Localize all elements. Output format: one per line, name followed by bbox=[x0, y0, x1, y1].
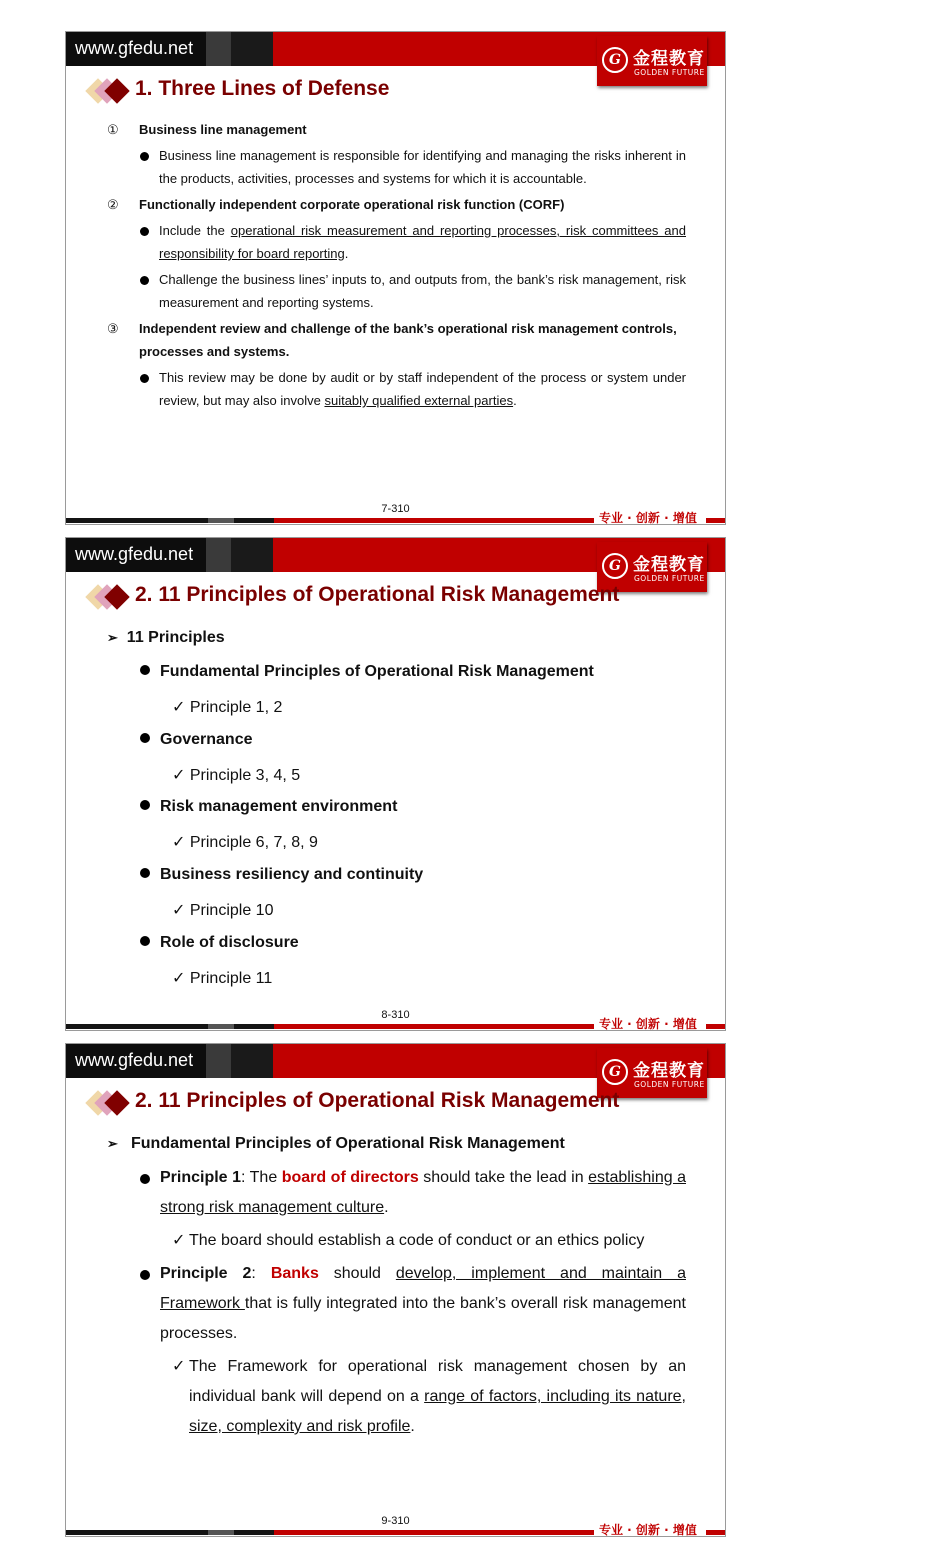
list-item: ✓ Principle 6, 7, 8, 9 bbox=[172, 834, 318, 851]
slide-content bbox=[66, 1129, 725, 1442]
list-item: Business resiliency and continuity bbox=[140, 866, 423, 884]
check-icon: ✓ bbox=[172, 767, 186, 784]
site-url: www.gfedu.net bbox=[75, 544, 194, 564]
slide-title: 2. 11 Principles of Operational Risk Management bbox=[135, 583, 620, 606]
check-icon: ✓ bbox=[172, 902, 186, 919]
check-icon: ✓ bbox=[172, 1232, 186, 1249]
golden-future-logo: G 金程教育 GOLDEN FUTURE bbox=[597, 36, 707, 86]
site-url: www.gfedu.net bbox=[75, 38, 194, 58]
slide-title-row bbox=[84, 74, 644, 108]
list-item: ✓ Principle 10 bbox=[172, 902, 274, 919]
slide-2 bbox=[65, 537, 726, 1031]
golden-future-logo: G 金程教育 GOLDEN FUTURE bbox=[597, 1048, 707, 1098]
logo-mark-icon: G bbox=[602, 553, 628, 579]
list-item: Business line management is responsible for identifying and managing the risks inherent in the products, activities, processes and systems for which it is accountable. bbox=[66, 144, 725, 190]
list-item: Include the operational risk measurement and reporting processes, risk committees and responsibility for board reporting. bbox=[66, 219, 725, 265]
list-item: ✓ The board should establish a code of conduct or an ethics policy bbox=[66, 1226, 725, 1256]
slide-footer bbox=[66, 1010, 725, 1030]
list-heading: ② Functionally independent corporate operational risk function (CORF) bbox=[107, 197, 565, 212]
slide-title-row bbox=[84, 1086, 644, 1120]
list-item: ✓ Principle 11 bbox=[172, 970, 273, 987]
check-icon: ✓ bbox=[172, 1358, 186, 1375]
list-heading: ① Business line management bbox=[107, 122, 307, 137]
slide-title-row bbox=[84, 580, 644, 614]
list-item: ✓ The Framework for operational risk management chosen by an individual bank will depend on a range of factors, including its nature, size, complexity and risk profile. bbox=[66, 1352, 725, 1442]
list-item: Role of disclosure bbox=[140, 934, 299, 952]
list-item: Principle 2: Banks should develop, implement and maintain a Framework that is fully integrated into the bank’s overall risk management processes. bbox=[66, 1259, 725, 1349]
arrow-icon: ➢ bbox=[107, 1136, 118, 1151]
list-item: Governance bbox=[140, 731, 252, 749]
list-item: Principle 1: The board of directors should take the lead in establishing a strong risk management culture. bbox=[66, 1163, 725, 1223]
page-number: 9-310 bbox=[381, 1515, 410, 1527]
slogan: 专业 · 创新 · 增值 bbox=[599, 1523, 697, 1537]
list-item: ✓ Principle 1, 2 bbox=[172, 699, 283, 716]
list-heading: ➢ Fundamental Principles of Operational Risk Management bbox=[66, 1129, 725, 1159]
golden-future-logo: G 金程教育 GOLDEN FUTURE bbox=[597, 542, 707, 592]
slide-footer bbox=[66, 504, 725, 524]
check-icon: ✓ bbox=[172, 970, 186, 987]
list-heading: ③ Independent review and challenge of the bank’s operational risk management controls, processes and systems. bbox=[107, 321, 677, 359]
logo-mark-icon: G bbox=[602, 47, 628, 73]
slide-title: 2. 11 Principles of Operational Risk Management bbox=[135, 1089, 620, 1112]
logo-mark-icon: G bbox=[602, 1059, 628, 1085]
slide-1 bbox=[65, 31, 726, 525]
slide-content bbox=[66, 118, 725, 412]
slogan: 专业 · 创新 · 增值 bbox=[599, 511, 697, 525]
page-number: 8-310 bbox=[381, 1009, 410, 1021]
list-item: This review may be done by audit or by staff independent of the process or system under review, but may also involve suitably qualified external parties. bbox=[66, 366, 725, 412]
list-heading: ➢ 11 Principles bbox=[107, 629, 225, 646]
check-icon: ✓ bbox=[172, 834, 186, 851]
page-number: 7-310 bbox=[381, 503, 410, 515]
list-item: ✓ Principle 3, 4, 5 bbox=[172, 767, 301, 784]
slogan: 专业 · 创新 · 增值 bbox=[599, 1017, 697, 1031]
list-item: Challenge the business lines’ inputs to, and outputs from, the bank’s risk management, risk measurement and reporting systems. bbox=[66, 268, 725, 314]
site-url: www.gfedu.net bbox=[75, 1050, 194, 1070]
slide-footer bbox=[66, 1516, 725, 1536]
arrow-icon: ➢ bbox=[107, 630, 118, 645]
list-item: Fundamental Principles of Operational Risk Management bbox=[140, 663, 594, 681]
check-icon: ✓ bbox=[172, 699, 186, 716]
slide-3 bbox=[65, 1043, 726, 1537]
list-item: Risk management environment bbox=[140, 798, 397, 816]
slide-title: 1. Three Lines of Defense bbox=[135, 77, 390, 100]
